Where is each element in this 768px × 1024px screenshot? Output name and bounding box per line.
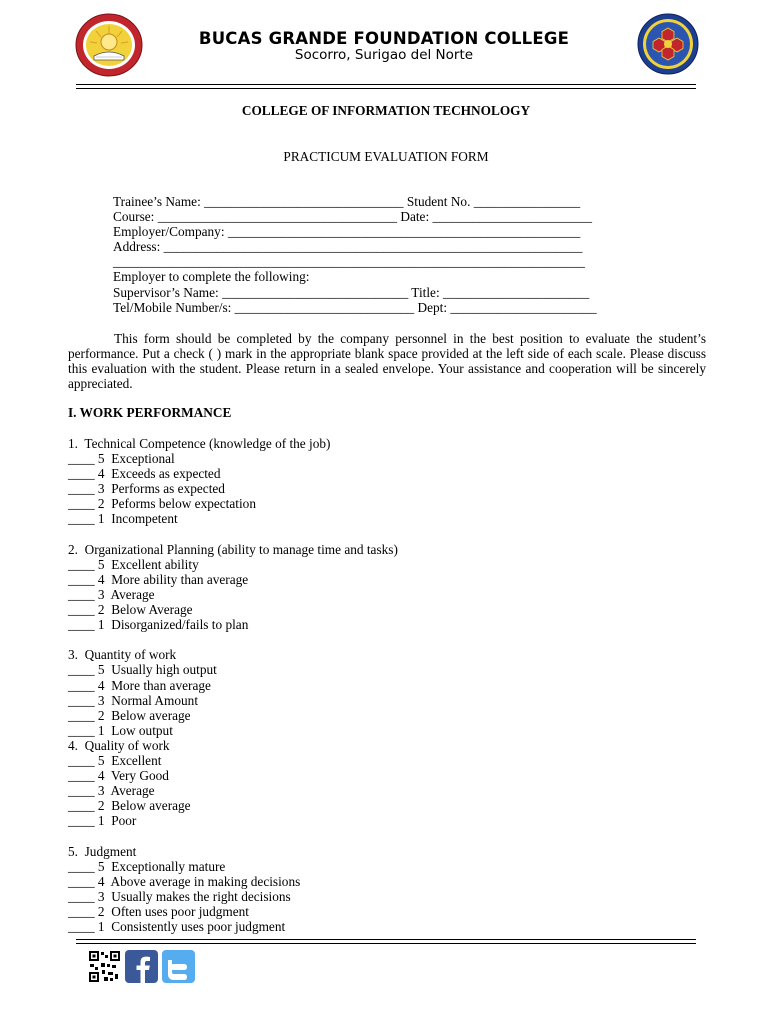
rating-option[interactable]: ____ 2 Below average — [68, 798, 191, 814]
rating-option[interactable]: ____ 1 Poor — [68, 813, 137, 829]
rating-option[interactable]: ____ 5 Exceptional — [68, 451, 175, 467]
footer-icons — [88, 950, 198, 983]
rating-option[interactable]: ____ 4 Above average in making decisions — [68, 873, 301, 889]
form-field-line[interactable]: Course: ____________________________________ Date: ________________________ — [113, 209, 593, 225]
rating-option[interactable]: ____ 5 Excellent ability — [68, 556, 199, 572]
rating-option[interactable]: ____ 4 More ability than average — [68, 571, 249, 587]
form-field-line[interactable]: Employer/Company: _____________________________________________________ — [113, 224, 581, 240]
rating-option[interactable]: ____ 5 Usually high output — [68, 662, 217, 678]
rating-option[interactable]: ____ 4 Very Good — [68, 768, 169, 784]
footer-divider-bottom — [76, 943, 696, 944]
evaluation-criteria — [68, 436, 398, 934]
qr-code-icon — [88, 950, 121, 983]
footer-divider-top — [76, 939, 696, 940]
rating-option[interactable]: ____ 1 Consistently uses poor judgment — [68, 919, 286, 934]
criterion-title: 1. Technical Competence (knowledge of the job) — [68, 436, 331, 451]
instructions-paragraph — [68, 331, 706, 391]
spacer — [68, 632, 398, 647]
rating-option[interactable]: ____ 3 Performs as expected — [68, 481, 225, 497]
rating-option[interactable]: ____ 2 Peforms below expectation — [68, 496, 256, 512]
form-field-line[interactable]: Tel/Mobile Number/s: ___________________________ Dept: ______________________ — [113, 299, 597, 315]
rating-option[interactable]: ____ 3 Usually makes the right decisions — [68, 888, 291, 904]
rating-option[interactable]: ____ 4 Exceeds as expected — [68, 466, 221, 482]
facebook-icon — [125, 950, 158, 983]
form-field-line[interactable]: Supervisor’s Name: ____________________________ Title: ______________________ — [113, 284, 590, 300]
rating-option[interactable]: ____ 5 Excellent — [68, 752, 162, 768]
rating-option[interactable]: ____ 3 Average — [68, 783, 155, 799]
rating-option[interactable]: ____ 1 Disorganized/fails to plan — [68, 617, 249, 633]
form-field-line[interactable]: Employer to complete the following: — [113, 269, 310, 285]
criterion-title: 2. Organizational Planning (ability to manage time and tasks) — [68, 541, 398, 557]
rating-option[interactable]: ____ 1 Low output — [68, 722, 173, 738]
form-field-line[interactable]: Address: _______________________________________________________________ — [113, 239, 583, 255]
spacer — [68, 527, 398, 542]
college-name: BUCAS GRANDE FOUNDATION COLLEGE — [198, 29, 570, 48]
rating-option[interactable]: ____ 4 More than average — [68, 677, 211, 693]
header-divider-top — [76, 84, 696, 85]
rating-option[interactable]: ____ 3 Average — [68, 586, 155, 602]
department-title: COLLEGE OF INFORMATION TECHNOLOGY — [241, 103, 531, 118]
form-field-line[interactable]: _______________________________________________________________________ — [113, 254, 586, 270]
rating-option[interactable]: ____ 5 Exceptionally mature — [68, 858, 226, 874]
rating-option[interactable]: ____ 3 Normal Amount — [68, 692, 199, 708]
rating-option[interactable]: ____ 2 Below Average — [68, 602, 193, 618]
college-address: Socorro, Surigao del Norte — [294, 47, 474, 63]
section-heading: I. WORK PERFORMANCE — [68, 405, 232, 420]
instructions-text: This form should be completed by the company personnel in the best position to evaluate the student’s performance. Put a check ( ) mark in the appropriate blank space provided at the left side of each scale. Please discuss this evaluation with the student. Please return in a sealed envelope. Your assistance and cooperation will be sincerely appreciated. — [68, 331, 706, 392]
criterion-title: 4. Quality of work — [68, 737, 170, 753]
rating-option[interactable]: ____ 2 Often uses poor judgment — [68, 903, 249, 919]
rating-option[interactable]: ____ 2 Below average — [68, 707, 191, 723]
header-divider-bottom — [76, 88, 696, 89]
trainee-info-fields — [113, 194, 597, 315]
form-field-line[interactable]: Trainee’s Name: ______________________________ Student No. ________________ — [113, 194, 581, 209]
form-title: PRACTICUM EVALUATION FORM — [283, 149, 489, 164]
spacer — [68, 828, 398, 843]
criterion-title: 5. Judgment — [68, 843, 137, 859]
twitter-icon — [162, 950, 195, 983]
criterion-title: 3. Quantity of work — [68, 647, 177, 663]
rating-option[interactable]: ____ 1 Incompetent — [68, 511, 178, 527]
